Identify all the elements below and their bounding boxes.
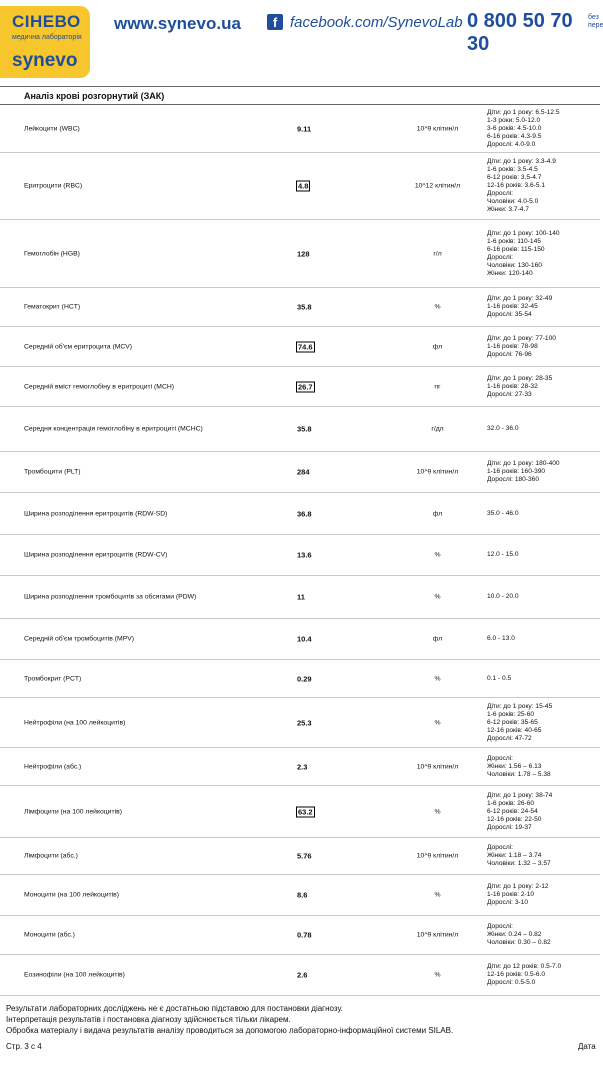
reference-range [487,335,600,359]
reference-line: Діти: до 1 року: 32-49 [487,295,553,302]
table-row [0,660,600,698]
reference-line: Чоловіки: 130-160 [487,261,542,269]
divider [0,104,600,105]
reference-line: 6-12 років: 24-54 [487,807,538,815]
reference-range [487,883,600,907]
test-unit: % [434,971,441,979]
reference-line: Діти: до 1 року: 6.5-12.5 [487,109,560,116]
test-value: 128 [297,249,310,258]
reference-line: Діти: до 1 року: 77-100 [487,334,556,342]
reference-range [487,963,600,987]
table-row [0,576,600,619]
reference-line: Дорослі: 0.5-5.0 [487,979,536,986]
reference-line: 0.1 - 0.5 [487,674,512,682]
reference-line: 10.0 - 20.0 [487,593,519,600]
reference-line: Діти: до 1 року: 38-74 [487,791,553,799]
test-unit: пг [434,383,441,390]
reference-range [487,703,600,743]
test-value: 74.6 [298,342,313,351]
test-value: 35.8 [297,424,312,434]
reference-range [487,425,600,433]
test-value: 4.8 [298,181,309,191]
reference-line: 35.0 - 46.0 [487,509,519,517]
reference-line: Діти: до 1 року: 3.3-4.9 [487,158,556,165]
reference-line: 12-16 років: 40-65 [487,726,542,734]
test-name: Лімфоцити (абс.) [24,852,78,860]
test-name: Середній вміст гемоглобіну в еритроциті (MCH) [24,383,175,390]
test-name: Еритроцити (RBC) [24,182,83,190]
reference-range [487,792,600,832]
test-name: Гемоглобін (HGB) [24,250,80,257]
footer-note: Результати лабораторних досліджень не є достатньою підставою для постановки діагнозу. [6,1004,343,1013]
reference-line: Дорослі: [487,253,513,261]
test-unit: % [434,593,441,601]
reference-line: 12.0 - 15.0 [487,551,519,558]
test-value: 0.29 [297,674,312,683]
reference-line: Дорослі: 35-54 [487,311,532,318]
table-row [0,955,600,996]
table-row [0,535,600,576]
table-row [0,698,600,748]
reference-line: 1-16 років: 2-10 [487,891,535,898]
table-row [0,452,600,493]
test-value: 10.4 [297,634,312,644]
results-table [0,106,600,996]
date-label: Дата [578,1042,596,1051]
test-unit: 10^9 клітин/л [416,125,459,133]
reference-line: Діти: до 12 років: 0.5-7.0 [487,963,562,970]
reference-range [487,295,600,319]
reference-line: Жінки: 0.24 – 0.82 [487,931,542,938]
reference-line: 12-16 років: 3.6-5.1 [487,182,546,189]
table-row [0,106,600,153]
test-name: Нейтрофіли (на 100 лейкоцитів) [24,719,126,726]
reference-line: 6.0 - 13.0 [487,635,515,642]
test-name: Тромбоцити (PLT) [24,468,81,476]
test-name: Середній об'єм еритроцита (MCV) [24,343,133,350]
footer-note: Інтерпретація результатів і постановка діагнозу здійснюється тільки лікарем. [6,1015,291,1024]
table-row [0,748,600,786]
test-unit: % [434,719,441,726]
reference-line: Дорослі: 4.0-9.0 [487,141,536,148]
reference-line: 32.0 - 36.0 [487,425,519,432]
test-value: 35.8 [297,302,312,312]
test-name: Лімфоцити (на 100 лейкоцитів) [24,808,122,815]
reference-line: 6-16 років: 115-150 [487,245,545,253]
test-unit: 10^12 клітин/л [414,182,461,190]
reference-range [487,158,600,214]
reference-line: 6-12 років: 35-65 [487,718,538,726]
reference-line: 1-3 роки: 5.0-12.0 [487,117,541,124]
reference-line: Діти: до 1 року: 100-140 [487,229,560,237]
reference-line: Діти: до 1 року: 28-35 [487,374,553,382]
test-name: Ширина розподілення тромбоцитів за обсягами (PDW) [24,593,197,601]
test-value: 284 [297,467,310,477]
table-row [0,875,600,916]
table-row [0,220,600,288]
phone-number: 0 800 50 70 30 [467,10,573,55]
test-value: 9.11 [297,124,312,134]
reference-range [487,675,600,683]
reference-line: 1-16 років: 160-390 [487,468,546,475]
footer-notes [6,1003,453,1036]
reference-line: Дорослі: 19-37 [487,823,532,831]
reference-line: Жінки: 1.18 – 3.74 [487,852,542,859]
test-unit: % [434,808,441,815]
test-value: 2.6 [297,970,308,980]
logo-line-3: synevo [12,50,78,71]
test-name: Еозинофіли (на 100 лейкоцитів) [24,971,125,979]
reference-line: Чоловіки: 0.30 – 0.82 [487,939,551,946]
table-row [0,153,600,220]
test-unit: % [434,675,441,682]
table-row [0,407,600,452]
page-header [0,0,603,80]
reference-line: Жінки: 120-140 [487,269,533,277]
reference-line: 1-6 років: 110-145 [487,237,541,245]
test-unit: % [434,303,441,311]
reference-line: 1-6 років: 3.5-4.5 [487,166,538,173]
phone-note [588,14,603,30]
facebook-icon: f [267,14,283,30]
table-row [0,493,600,535]
phone-note-line-2: пере [588,22,603,29]
reference-line: 6-12 років: 3.5-4.7 [487,174,542,181]
logo-line-2: медична лабораторія [12,34,82,41]
reference-line: Чоловіки: 1.78 – 5.38 [487,770,551,778]
footer-note: Обробка матеріалу і видача результатів аналізу проводиться за допомогою лабораторно-інформаційної системи SILAB. [6,1026,454,1035]
reference-range [487,551,600,559]
test-value: 63.2 [298,807,313,816]
reference-range [487,109,600,149]
test-name: Тромбокрит (PCT) [24,675,82,682]
reference-line: 1-16 років: 28-32 [487,382,538,390]
table-row [0,619,600,660]
logo-line-1: СІНЕВО [12,12,81,31]
reference-line: Діти: до 1 року: 2-12 [487,883,549,890]
test-unit: 10^9 клітин/л [416,468,459,476]
reference-line: Дорослі: 27-33 [487,390,532,398]
reference-line: 1-6 років: 26-60 [487,799,535,807]
reference-range [487,230,600,278]
reference-range [487,844,600,868]
reference-line: 1-16 років: 78-98 [487,342,538,350]
test-name: Гематокрит (HCT) [24,303,81,311]
test-name: Середній об'єм тромбоцитів (MPV) [24,635,135,643]
test-unit: % [434,891,441,899]
test-value: 26.7 [298,382,313,391]
reference-range [487,755,600,779]
test-unit: % [434,551,441,559]
website-link[interactable]: www.synevo.ua [114,14,241,33]
section-title: Аналіз крові розгорнутий (ЗАК) [24,91,165,101]
test-value: 11 [297,592,305,602]
reference-line: 12-16 років: 22-50 [487,815,542,823]
reference-line: Дорослі: 76-96 [487,350,532,358]
synevo-logo [0,6,90,78]
reference-line: Жінки: 1.56 – 6.13 [487,762,542,770]
reference-line: 6-16 років: 4.3-9.5 [487,133,542,140]
reference-line: Дорослі: [487,190,513,197]
reference-line: 3-6 років: 4.5-10.0 [487,125,542,132]
test-value: 13.6 [297,550,312,560]
reference-range [487,593,600,601]
divider [0,86,600,87]
test-unit: фл [432,635,443,643]
test-value: 5.76 [297,851,312,861]
reference-range [487,635,600,643]
reference-line: Діти: до 1 року: 15-45 [487,702,553,710]
reference-line: Чоловіки: 1.32 – 3.57 [487,860,551,867]
test-name: Моноцити (на 100 лейкоцитів) [24,891,120,899]
reference-line: Дорослі: 47-72 [487,734,532,742]
phone-note-line-1: без [588,14,599,21]
reference-line: Дорослі: 3-10 [487,899,529,906]
table-row [0,838,600,875]
test-name: Нейтрофіли (абс.) [24,763,82,770]
test-name: Лейкоцити (WBC) [24,125,80,133]
test-unit: г/дл [431,425,444,433]
reference-range [487,460,600,484]
reference-line: Чоловіки: 4.0-5.0 [487,198,539,205]
test-value: 25.3 [297,718,312,727]
test-value: 0.78 [297,930,312,940]
test-unit: фл [432,510,443,517]
page-number: Стр. 3 с 4 [6,1042,42,1051]
reference-line: Жінки: 3.7-4.7 [487,206,529,213]
reference-line: 1-16 років: 32-45 [487,303,538,310]
reference-range [487,923,600,947]
test-unit: фл [432,343,443,350]
table-row [0,786,600,838]
test-value: 36.8 [297,509,312,518]
test-unit: 10^9 клітин/л [416,852,459,860]
test-value: 8.6 [297,890,308,900]
test-name: Ширина розподілення еритроцитів (RDW-CV) [24,551,168,559]
reference-line: Дорослі: [487,923,513,930]
table-row [0,327,600,367]
test-name: Середня концентрація гемоглобіну в еритроциті (MCHC) [24,425,203,433]
test-name: Ширина розподілення еритроцитів (RDW-SD) [24,510,168,517]
table-row [0,367,600,407]
reference-line: Дорослі: [487,844,513,851]
test-value: 2.3 [297,762,308,771]
reference-line: 1-6 років: 25-60 [487,710,535,718]
test-unit: г/л [433,250,442,257]
test-unit: 10^9 клітин/л [416,931,459,939]
test-name: Моноцити (абс.) [24,931,75,939]
reference-line: 12-16 років: 0.5-6.0 [487,971,546,978]
reference-line: Дорослі: [487,754,513,762]
table-row [0,288,600,327]
reference-line: Діти: до 1 року: 180-400 [487,460,560,467]
reference-range [487,375,600,399]
reference-line: Дорослі: 180-360 [487,476,540,483]
facebook-link[interactable]: facebook.com/SynevoLab [290,14,463,31]
test-unit: 10^9 клітин/л [416,763,459,770]
reference-range [487,510,600,518]
table-row [0,916,600,955]
